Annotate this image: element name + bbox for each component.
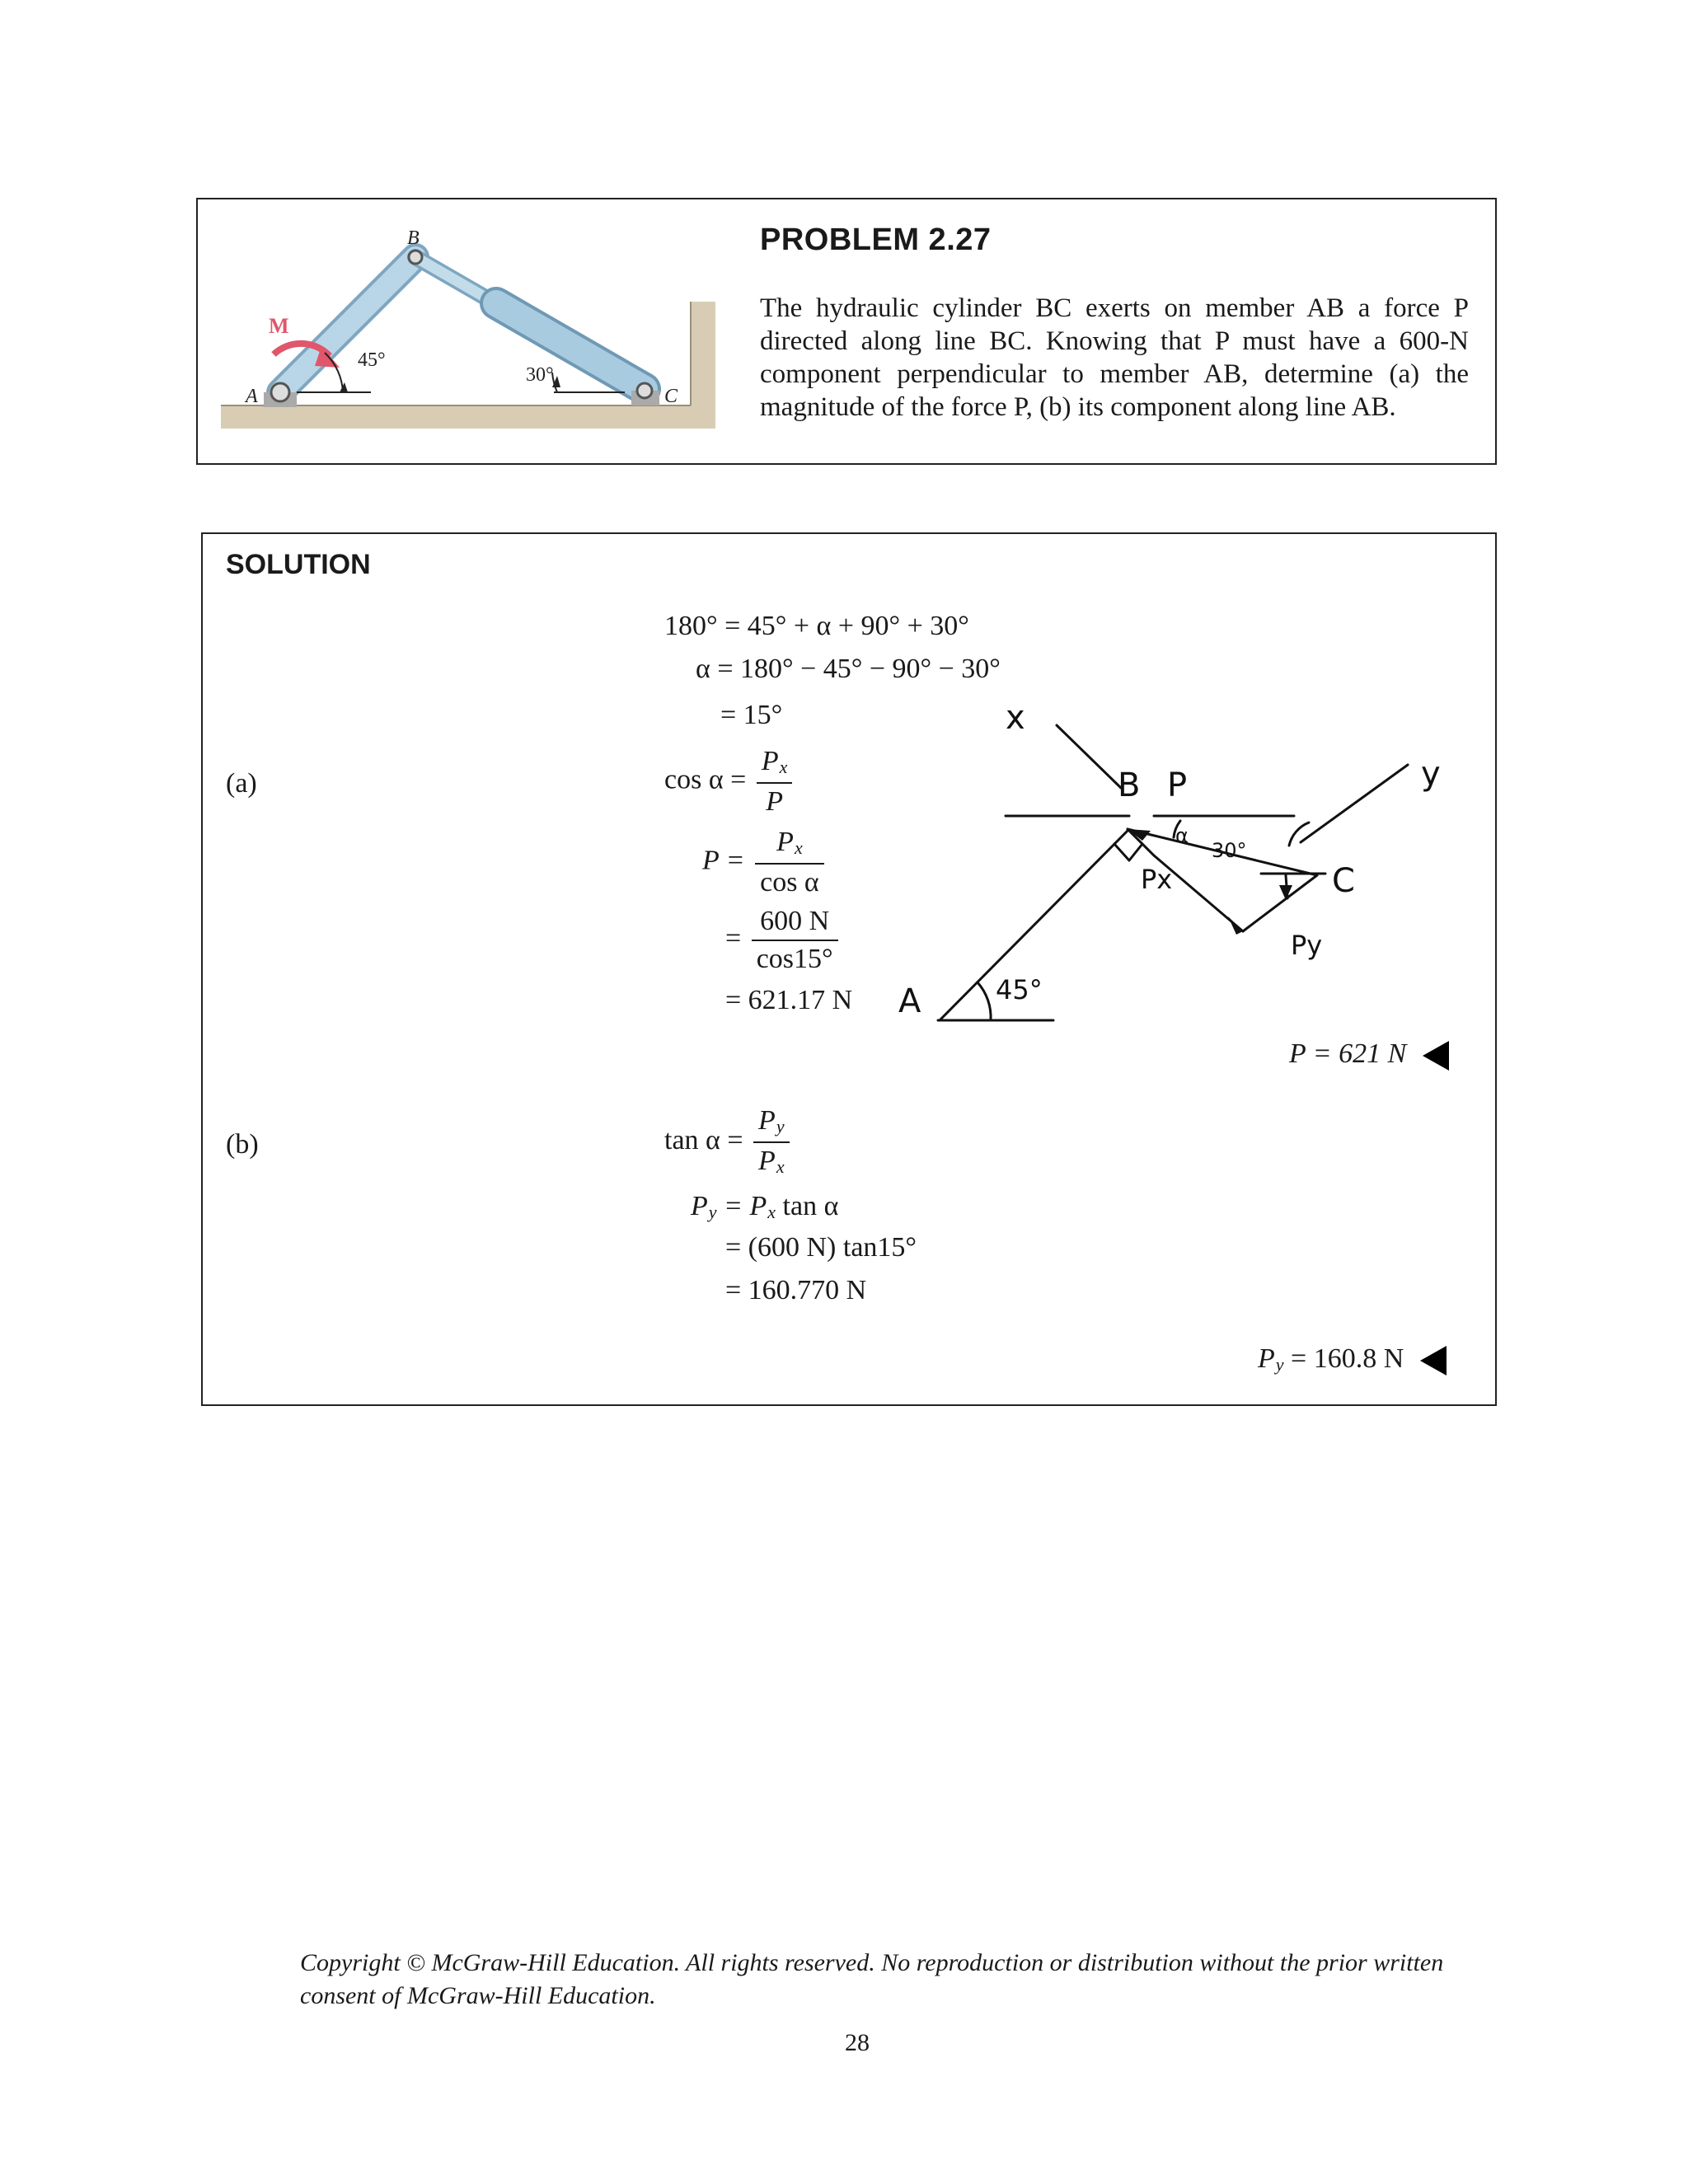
tan-alpha-lhs: tan α =: [664, 1124, 743, 1155]
alpha-equation: α = 180° − 45° − 90° − 30°: [696, 654, 1001, 684]
p-substitution: = $\frac{600 N}{\cos 15^\circ}$: [725, 905, 842, 976]
600-n-numerator: 600 N: [752, 905, 838, 941]
p-lhs: P =: [702, 845, 745, 876]
cos15-denominator: cos15°: [756, 944, 833, 974]
ground-wall: [691, 302, 715, 429]
part-a-label: (a): [226, 768, 257, 799]
alpha-result: = 15°: [720, 700, 783, 730]
problem-title: PROBLEM 2.27: [760, 223, 992, 257]
py-over-px-fraction: $\frac{P_y}{P_x}$: [753, 1104, 790, 1180]
figure-label-a: A: [246, 386, 258, 407]
sketch-angle-45: 45°: [996, 974, 1043, 1005]
cos-alpha-equation: [664, 745, 795, 818]
px-symbol: P: [761, 746, 779, 776]
sketch-label-x: x: [1006, 699, 1025, 737]
pin-c: [637, 383, 652, 398]
figure-label-m: M: [269, 314, 289, 338]
pin-b: [409, 251, 422, 264]
p-result: = 621.17 N: [725, 985, 853, 1015]
answer-b-marker-icon: [1420, 1346, 1447, 1376]
cos-alpha-lhs: cos α =: [664, 764, 747, 795]
px-symbol-3: P: [758, 1146, 776, 1176]
answer-a-marker-icon: [1423, 1041, 1449, 1071]
free-body-sketch: [898, 699, 1475, 1029]
600-over-cos15-fraction: [752, 905, 838, 976]
ground-surface: [221, 405, 715, 429]
sketch-label-p: P: [1167, 766, 1188, 804]
answer-a-text: P = 621 N: [1289, 1038, 1407, 1069]
py-substitution: = (600 N) tan15°: [725, 1232, 917, 1263]
solution-title: SOLUTION: [226, 549, 371, 580]
angle-sum-equation: 180° = 45° + α + 90° + 30°: [664, 611, 969, 641]
py-equals: = P: [724, 1191, 767, 1221]
copyright-notice: Copyright © McGraw-Hill Education. All rights reserved. No reproduction or distribution without the prior written consent of McGraw-Hill Education.: [300, 1949, 1444, 2009]
answer-b-text: = 160.8 N: [1283, 1343, 1404, 1374]
figure-label-c: C: [664, 386, 678, 407]
py-symbol: P: [758, 1105, 776, 1136]
px-symbol-2: P: [776, 827, 794, 857]
sketch-label-a: A: [898, 982, 921, 1020]
py-result: = 160.770 N: [725, 1275, 867, 1305]
answer-b: $P_y = 160.8$ N: [1258, 1343, 1447, 1376]
p-symbol: P: [766, 786, 783, 817]
sketch-label-py: Py: [1291, 930, 1323, 961]
tan-alpha-equation: [664, 1104, 793, 1180]
px-over-cos-fraction: $\frac{P_x}{\text{cos α}}$: [755, 826, 824, 899]
sketch-angle-alpha: α: [1175, 824, 1189, 847]
page-number: 28: [845, 2029, 870, 2056]
sketch-label-y: y: [1421, 755, 1441, 793]
figure-label-b: B: [407, 227, 420, 249]
sketch-label-px: Px: [1141, 864, 1173, 895]
px-over-p-fraction: $\frac{P_x}{P}$: [757, 745, 793, 818]
py-lhs: P: [691, 1191, 708, 1221]
figure-angle-45: 45°: [358, 349, 386, 371]
problem-figure: [221, 223, 729, 445]
problem-statement: The hydraulic cylinder BC exerts on member AB a force P directed along line BC. Knowing that P must have a 600-N component perpendicular to member AB, determine (a) the magnitude of the force P, (b) its component along line AB.: [760, 293, 1469, 422]
sketch-y-axis: [1301, 765, 1408, 842]
sketch-x-axis: [1057, 725, 1121, 788]
cos-alpha-denominator: cos α: [760, 867, 819, 898]
p-equation: [702, 826, 828, 899]
answer-a: [1289, 1038, 1449, 1071]
pin-a: [271, 383, 289, 401]
sketch-label-b: B: [1118, 766, 1141, 804]
answer-b-symbol: P: [1258, 1343, 1275, 1374]
figure-angle-30: 30°: [526, 364, 554, 386]
sketch-label-c: C: [1332, 862, 1355, 900]
part-b-label: (b): [226, 1129, 259, 1160]
sketch-angle-30: 30°: [1212, 839, 1247, 862]
tan-alpha-suffix: tan α: [776, 1191, 839, 1221]
py-equation: $P_y = P_x$ tan α: [691, 1191, 839, 1222]
